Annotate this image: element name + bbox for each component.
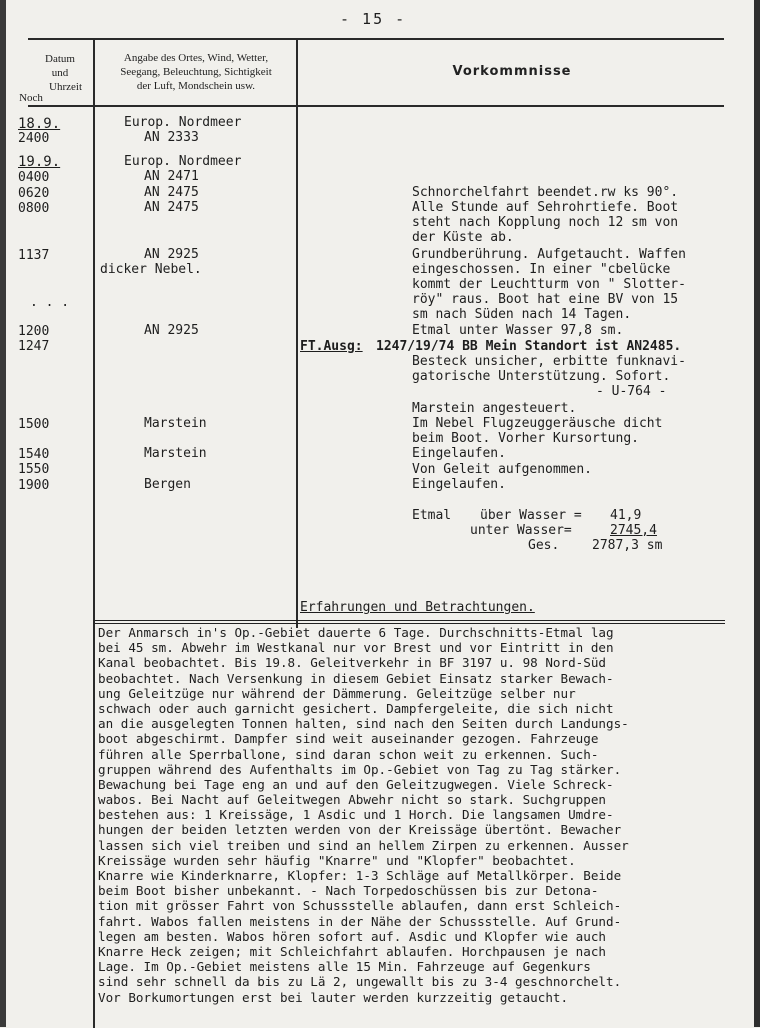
entry-time: 1247	[18, 339, 50, 354]
entry-time: . . .	[30, 295, 70, 310]
entry-place: AN 2475	[144, 200, 199, 215]
experience-line: schwach oder auch garnicht gesichert. Dampfergeleite, die sich nicht	[98, 700, 614, 716]
entry-place: AN 2475	[144, 185, 199, 200]
entry-place: AN 2333	[144, 130, 199, 145]
etmal-total-label: Ges.	[528, 538, 560, 553]
experience-line: gruppen während des Aufenthalts im Op.-Gebiet von Tag zu Tag stärker.	[98, 761, 622, 777]
entry-place: Europ. Nordmeer	[124, 154, 242, 169]
experience-line: Kanal beobachtet. Bis 19.8. Geleitverkehr in BF 3197 u. 98 Nord-Süd	[98, 655, 606, 671]
experience-line: fahrt. Wabos fallen meistens in der Nähe der Schussstelle. Auf Grund-	[98, 913, 622, 929]
entry-text: - U-764 -	[596, 384, 667, 399]
page-number: - 15 -	[340, 10, 407, 28]
entry-place: Marstein	[144, 416, 207, 431]
ft-label: FT.Ausg:	[300, 339, 363, 354]
experience-line: an die ausgelegten Tonnen halten, sind nach den Seiten durch Landungs-	[98, 716, 629, 732]
entry-text: Etmal unter Wasser 97,8 sm.	[412, 323, 624, 338]
experience-line: bei 45 sm. Abwehr im Westkanal nur vor Brest und vor Eintritt in den	[98, 640, 614, 656]
entry-text: Alle Stunde auf Sehrohrtiefe. Boot	[412, 200, 679, 215]
experience-line: lassen sich viel treiben und sind an hellem Zirpen zu erkennen. Ausser	[98, 837, 629, 853]
header-date-line: und	[51, 67, 69, 79]
entry-place: AN 2925	[144, 247, 199, 262]
entry-text: röy" raus. Boot hat eine BV von 15	[412, 292, 679, 307]
entry-text: kommt der Leuchtturm von " Slotter-	[412, 277, 686, 292]
entry-text: Grundberührung. Aufgetaucht. Waffen	[412, 247, 686, 262]
experience-line: Vor Borkumortungen erst bei lauter werden kurzzeitig getaucht.	[98, 989, 569, 1005]
entry-time: 1900	[18, 478, 50, 493]
entry-time: 1550	[18, 462, 50, 477]
experience-line: hungen der beiden letzten werden von der Kreissäge übertönt. Bewacher	[98, 822, 622, 838]
experience-line: Lage. Im Op.-Gebiet meistens alle 15 Min. Fahrzeuge auf Gegenkurs	[98, 959, 591, 975]
header-date-line: Uhrzeit	[49, 81, 82, 93]
entry-text: Marstein angesteuert.	[412, 401, 577, 416]
entry-time: 1540	[18, 447, 50, 462]
experience-line: führen alle Sperrballone, sind daran schon weit zu erkennen. Such-	[98, 746, 599, 762]
section-title: Erfahrungen und Betrachtungen.	[300, 600, 535, 615]
page-edge-left	[0, 0, 6, 1027]
entry-text: Eingelaufen.	[412, 446, 506, 461]
entry-place: dicker Nebel.	[100, 262, 202, 277]
page-edge-right	[754, 0, 760, 1027]
entry-text: der Küste ab.	[412, 230, 514, 245]
etmal-over-water-value: 41,9	[610, 508, 642, 523]
experience-line: bestehen aus: 1 Kreissäge, 1 Asdic und 1 Horch. Die langsamen Umdre-	[98, 807, 614, 823]
header-place-line: Seegang, Beleuchtung, Sichtigkeit	[120, 66, 272, 78]
experience-line: legen am besten. Wabos hören sofort auf. Asdic und Klopfer wie auch	[98, 928, 606, 944]
table-top-rule	[28, 38, 724, 40]
entry-time: 18.9.	[18, 116, 61, 132]
etmal-over-water-label: über Wasser =	[480, 508, 582, 523]
entry-time: 1200	[18, 324, 50, 339]
entry-time: 0620	[18, 186, 50, 201]
experience-line: beobachtet. Nach Versenkung in diesem Gebiet Einsatz starker Bewach-	[98, 670, 614, 686]
experience-line: boot abgeschirmt. Dampfer sind weit auseinander gezogen. Fahrzeuge	[98, 731, 599, 747]
column-divider-2	[296, 38, 298, 628]
header-noch-label: Noch	[19, 92, 43, 104]
entry-time: 0400	[18, 170, 50, 185]
entry-text: Schnorchelfahrt beendet.rw ks 90°.	[412, 185, 679, 200]
experience-line: sind sehr schnell da bis zu Lä 2, ungewallt bis zu 3-4 geschnorchelt.	[98, 974, 622, 990]
header-events-column: Vorkommnisse	[452, 64, 572, 79]
entry-text: gatorische Unterstützung. Sofort.	[412, 369, 671, 384]
entry-text: Von Geleit aufgenommen.	[412, 462, 593, 477]
entry-text: 1247/19/74 BB Mein Standort ist AN2485.	[376, 339, 682, 354]
etmal-under-water-value: 2745,4	[610, 523, 657, 538]
entry-text: Im Nebel Flugzeuggeräusche dicht	[412, 416, 663, 431]
entry-text: beim Boot. Vorher Kursortung.	[412, 431, 639, 446]
etmal-label: Etmal	[412, 508, 452, 523]
entry-time: 1500	[18, 417, 50, 432]
experience-line: Bewachung bei Tage eng an und auf den Geleitzugwegen. Viele Schreck-	[98, 776, 614, 792]
entry-place: AN 2471	[144, 169, 199, 184]
etmal-under-water-label: unter Wasser=	[470, 523, 572, 538]
entry-text: sm nach Süden nach 14 Tagen.	[412, 307, 632, 322]
header-place-column	[96, 51, 296, 93]
experience-line: Knarre Heck zeigen; mit Schleichfahrt ablaufen. Horchpausen je nach	[98, 943, 606, 959]
column-divider-1	[93, 38, 95, 1028]
experience-line: wabos. Bei Nacht auf Geleitwegen Abwehr nicht so stark. Suchgruppen	[98, 792, 606, 808]
experience-line: ung Geleitzüge nur während der Dämmerung. Geleitzüge selber nur	[98, 685, 576, 701]
etmal-total-value: 2787,3 sm	[592, 538, 663, 553]
header-bottom-rule	[28, 105, 724, 107]
entry-place: Bergen	[144, 477, 191, 492]
entry-place: Europ. Nordmeer	[124, 115, 242, 130]
experience-line: Der Anmarsch in's Op.-Gebiet dauerte 6 Tage. Durchschnitts-Etmal lag	[98, 625, 614, 640]
entry-text: Eingelaufen.	[412, 477, 506, 492]
entry-time: 1137	[18, 248, 50, 263]
header-place-line: Angabe des Ortes, Wind, Wetter,	[123, 52, 269, 64]
entry-place: Marstein	[144, 446, 207, 461]
entry-time: 0800	[18, 201, 50, 216]
entry-place: AN 2925	[144, 323, 199, 338]
header-date-line: Datum	[45, 53, 75, 65]
section-divider	[95, 620, 725, 624]
entry-text: eingeschossen. In einer "cbelücke	[412, 262, 671, 277]
experience-text	[98, 625, 748, 1005]
experience-line: tion mit grösser Fahrt von Schussstelle ablaufen, dann erst Schleich-	[98, 898, 622, 914]
experience-line: Knarre wie Kinderknarre, Klopfer: 1-3 Schläge auf Metallkörper. Beide	[98, 868, 622, 883]
header-place-line: der Luft, Mondschein usw.	[136, 80, 256, 92]
entry-text: Besteck unsicher, erbitte funknavi-	[412, 354, 686, 369]
entry-time: 2400	[18, 131, 50, 146]
entry-time: 19.9.	[18, 154, 61, 170]
entry-text: steht nach Kopplung noch 12 sm von	[412, 215, 679, 230]
header-date-column	[28, 52, 92, 94]
experience-line: Kreissäge wurden sehr häufig "Knarre" und "Klopfer" beobachtet.	[98, 852, 576, 868]
experience-line: beim Boot bisher unbekannt. - Nach Torpedoschüssen bis zur Detona-	[98, 883, 599, 899]
